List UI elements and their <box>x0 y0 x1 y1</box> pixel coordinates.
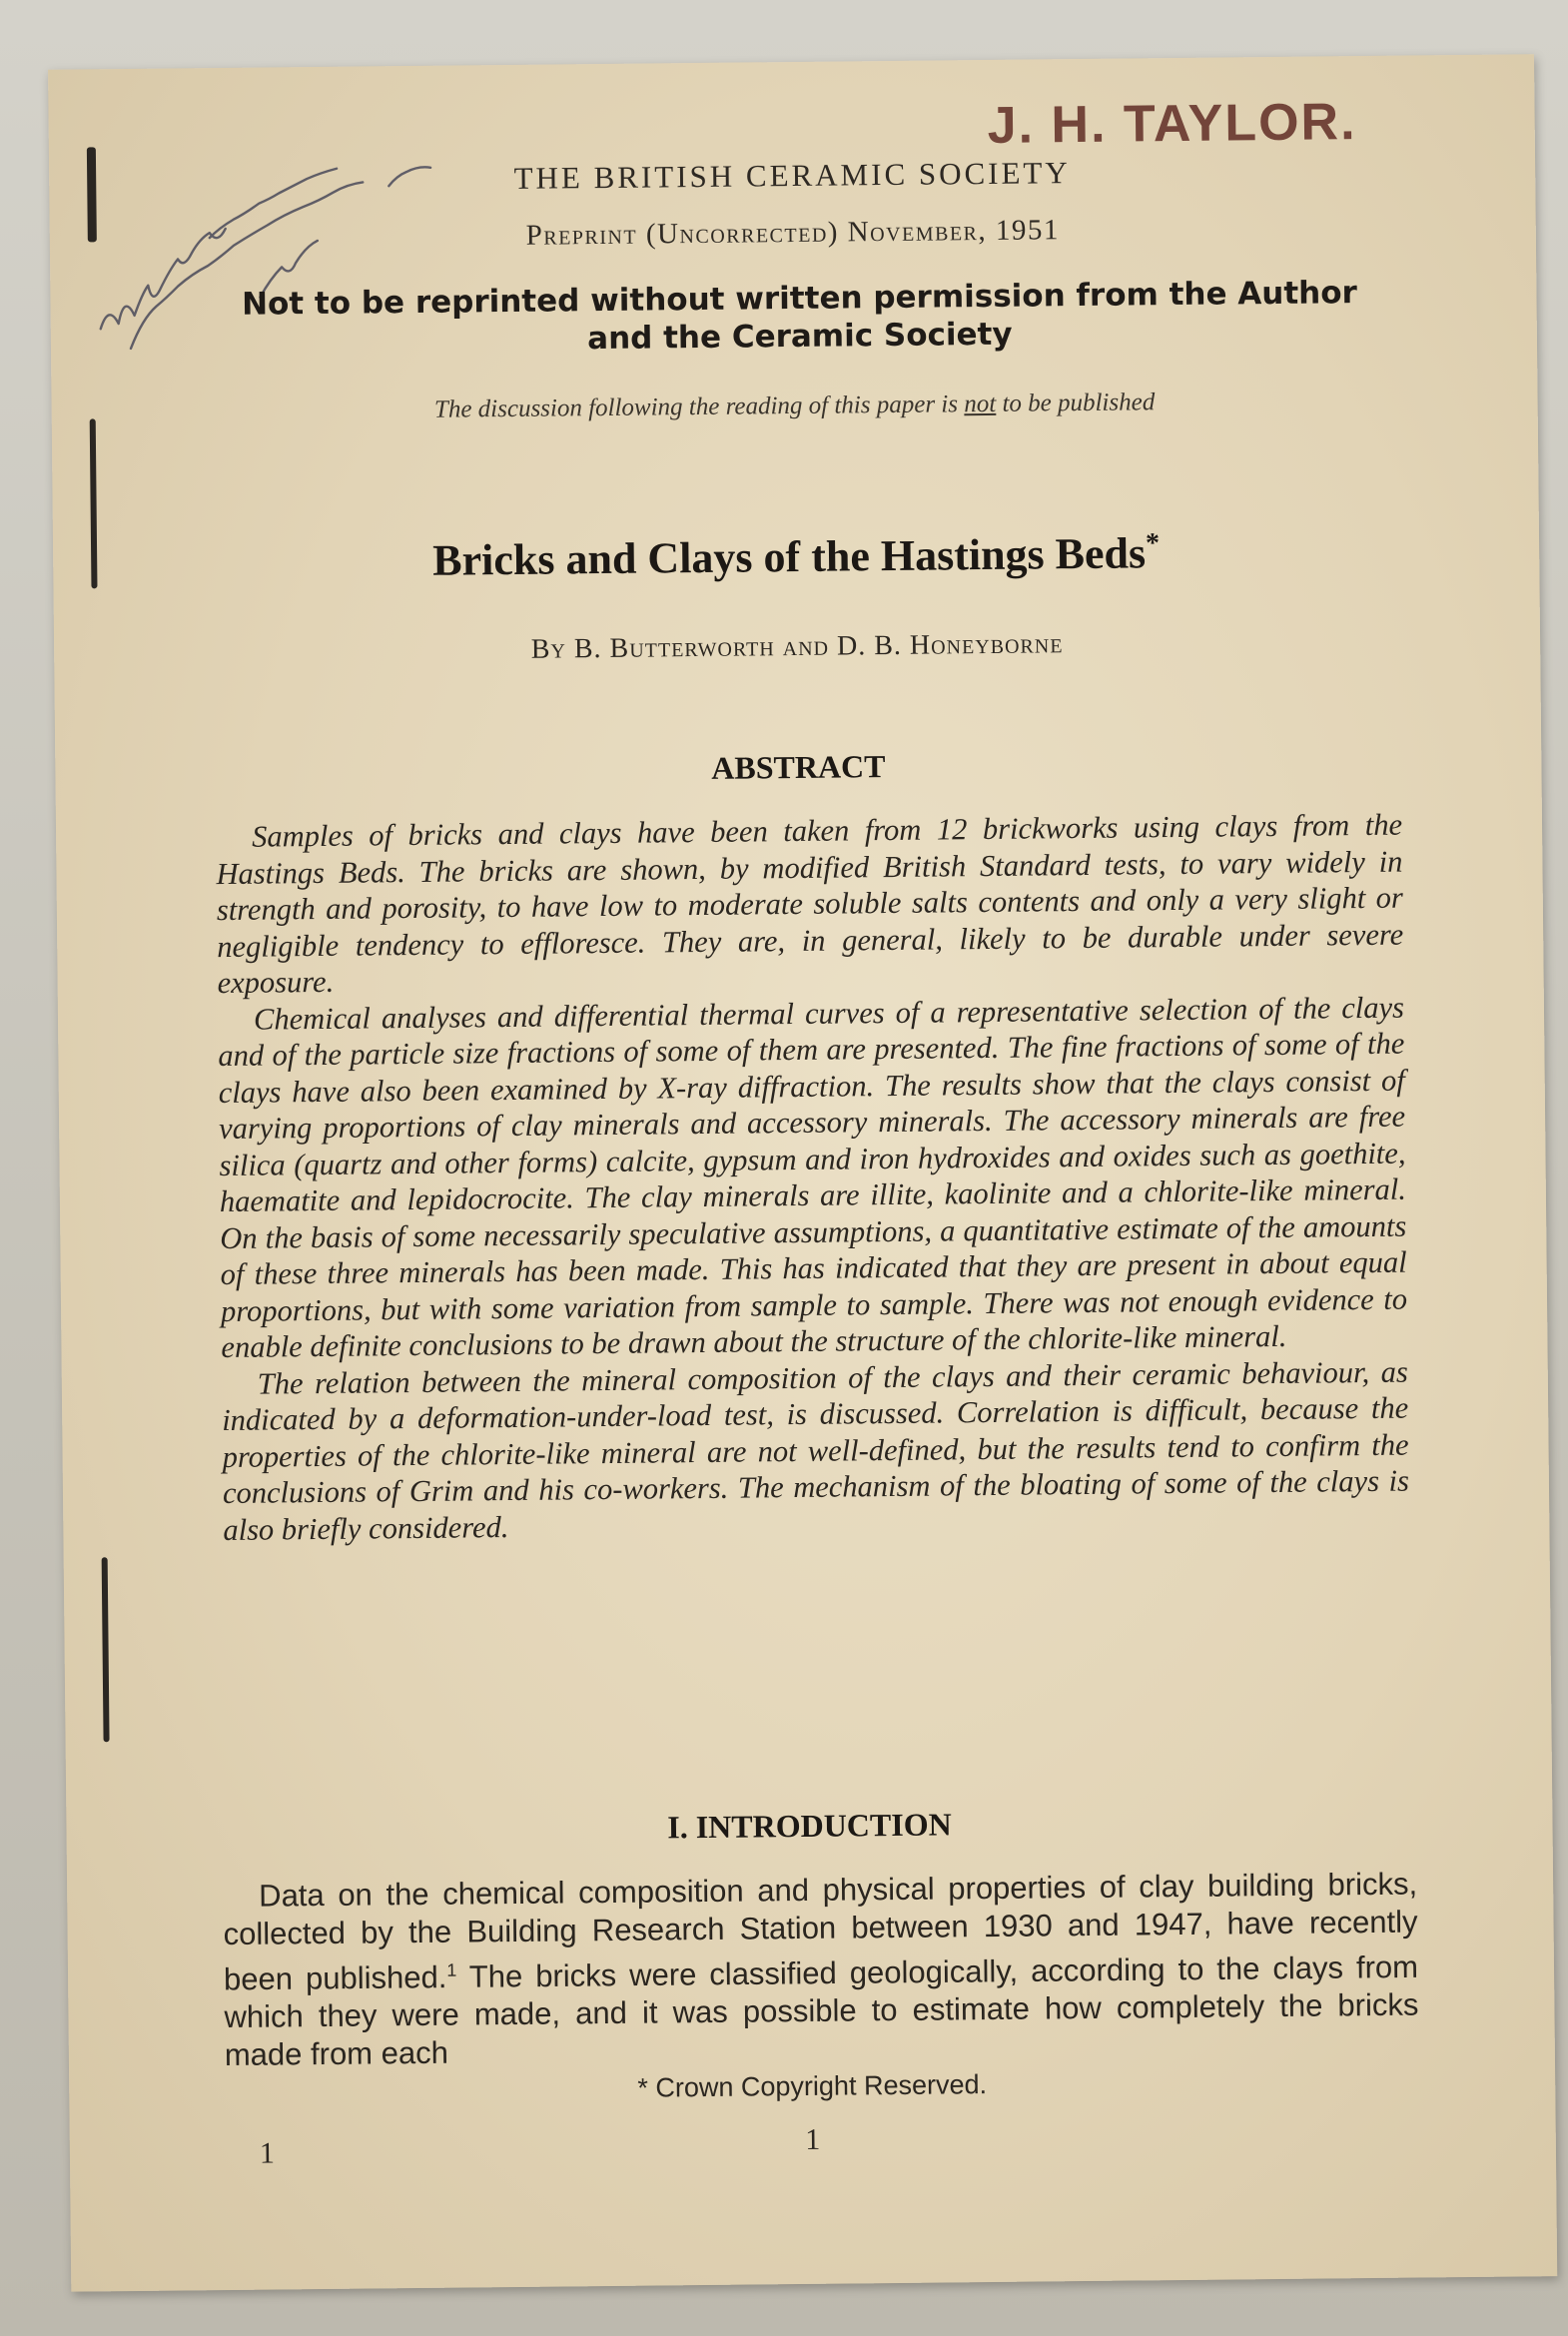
title-footnote-mark: * <box>1145 527 1161 559</box>
article-authors: By B. Butterworth and D. B. Honeyborne <box>530 628 1064 665</box>
society-name: THE BRITISH CERAMIC SOCIETY <box>513 155 1071 196</box>
copyright-footnote: * Crown Copyright Reserved. <box>637 2069 988 2103</box>
staple-mark <box>102 1557 110 1742</box>
abstract-heading: ABSTRACT <box>711 748 886 786</box>
introduction-text: Data on the chemical composition and physical properties of clay building bricks, collected by the Building Research Station between 1930 and 1947, have recently been published. <box>223 1866 1418 1997</box>
reprint-notice-line2: and the Ceramic Society <box>586 316 1013 358</box>
document-page <box>48 54 1557 2291</box>
article-title-text: Bricks and Clays of the Hastings Beds <box>431 528 1147 585</box>
discussion-text-start: The discussion following the reading of this paper is <box>433 390 965 423</box>
discussion-notice <box>52 385 1538 428</box>
introduction-heading: I. INTRODUCTION <box>667 1806 952 1846</box>
abstract-paragraph: Chemical analyses and differential thermal curves of a representative selection of the clays and of the particle size fractions of some of them are presented. The fine fractions of some of the clays have also been examined by X-ray diffraction. The results show that the clays consist of varying proportions of clay minerals and accessory minerals. The accessory minerals are free silica (quartz and other forms) calcite, gypsum and iron hydroxides and oxides such as goethite, haematite and lepidocrocite. The clay minerals are illite, kaolinite and a chlorite-like mineral. On the basis of some necessarily speculative assumptions, a quantitative estimate of the amounts of these three minerals has been made. This has indicated that they are present in about equal proportions, but with some variation from sample to sample. There was not enough evidence to enable definite conclusions to be drawn about the structure of the chlorite-like mineral. <box>218 990 1408 1365</box>
preprint-line: Preprint (Uncorrected) November, 1951 <box>525 214 1061 252</box>
introduction-text-continued: The bricks were classified geologically, according to the clays from which they were made, and it was possible to estimate how completely the bricks made from each <box>224 1948 1419 2073</box>
reprint-notice <box>180 273 1419 362</box>
introduction-paragraph <box>223 1866 1419 2075</box>
discussion-emphasis: not <box>964 389 997 418</box>
page-number-center: 1 <box>805 2122 821 2156</box>
abstract-paragraph: Samples of bricks and clays have been taken from 12 brickworks using clays from the Hastings Beds. The bricks are shown, by modified British Standard tests, to vary widely in strength and porosity, to have low to moderate soluble salts contents and only a very slight or negligible tendency to effloresce. They are, in general, likely to be durable under severe exposure. <box>216 807 1404 1001</box>
article-title <box>53 523 1539 590</box>
abstract-body <box>216 807 1410 1548</box>
page-number-left: 1 <box>259 2136 276 2170</box>
discussion-text-end: to be published <box>996 389 1156 417</box>
reprint-notice-line1: Not to be reprinted without written permission from the Author <box>241 275 1358 323</box>
abstract-paragraph: The relation between the mineral composition of the clays and their ceramic behaviour, as indicated by a deformation-under-load test, is discussed. Correlation is difficult, because the properties of the chlorite-like mineral are not well-defined, but the results tend to confirm the conclusions of Grim and his co-workers. The mechanism of the bloating of some of the clays is also briefly considered. <box>222 1354 1410 1547</box>
reference-mark: 1 <box>446 1959 457 1980</box>
owner-stamp: J. H. TAYLOR. <box>987 93 1357 155</box>
introduction-body <box>223 1866 1419 2075</box>
